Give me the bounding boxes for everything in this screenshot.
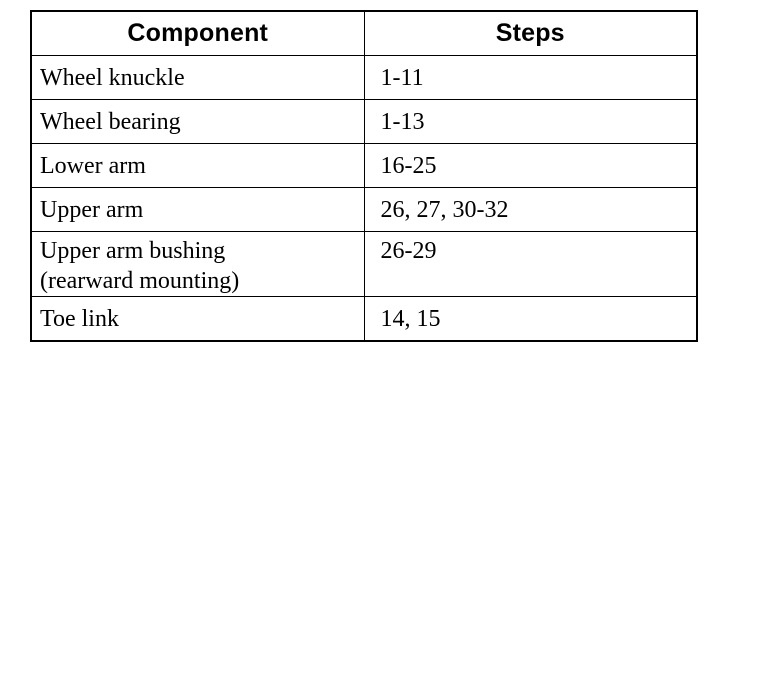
component-text: Upper arm bushing — [40, 238, 226, 264]
steps-cell: 1-13 — [364, 100, 697, 144]
table-row — [31, 188, 697, 232]
component-cell — [31, 297, 364, 341]
table-row — [31, 144, 697, 188]
component-cell — [31, 144, 364, 188]
table-row — [31, 297, 697, 341]
component-text-continuation: (rearward mounting) — [40, 268, 240, 294]
table-row — [31, 100, 697, 144]
component-cell — [31, 232, 364, 297]
component-text: Lower arm — [40, 153, 146, 179]
steps-cell: 14, 15 — [364, 297, 697, 341]
table-row — [31, 56, 697, 100]
component-steps-table — [30, 10, 698, 342]
component-text: Upper arm — [40, 197, 144, 223]
component-cell — [31, 100, 364, 144]
steps-cell: 1-11 — [364, 56, 697, 100]
component-text: Wheel knuckle — [40, 65, 185, 91]
table-row — [31, 232, 697, 297]
header-steps: Steps — [364, 11, 697, 56]
component-text: Toe link — [40, 306, 119, 332]
steps-cell: 16-25 — [364, 144, 697, 188]
component-cell — [31, 188, 364, 232]
component-text: Wheel bearing — [40, 109, 181, 135]
steps-cell: 26-29 — [364, 232, 697, 297]
component-cell — [31, 56, 364, 100]
table-header-row — [31, 11, 697, 56]
header-component: Component — [31, 11, 364, 56]
steps-cell: 26, 27, 30-32 — [364, 188, 697, 232]
